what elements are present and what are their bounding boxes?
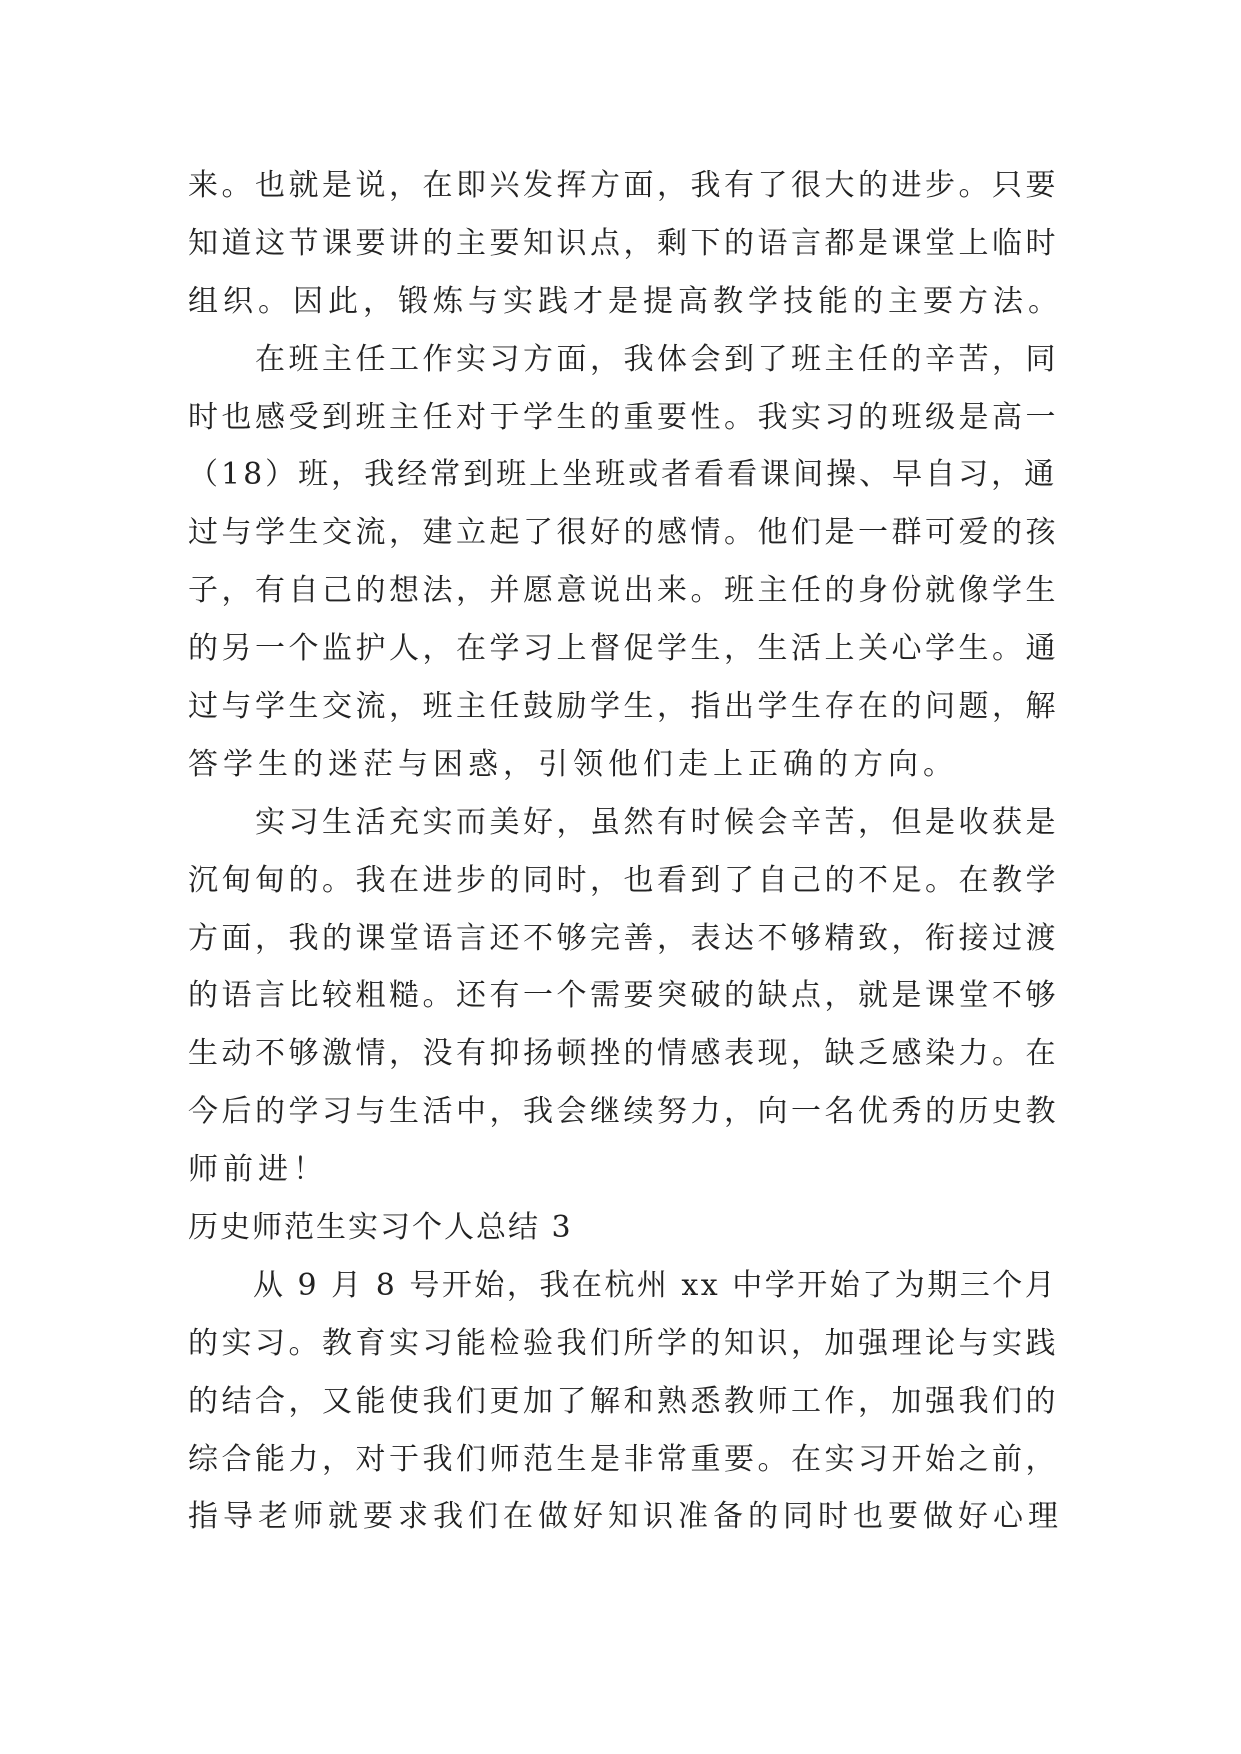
text-line: 的语言比较粗糙。还有一个需要突破的缺点，就是课堂不够 (188, 978, 1059, 1014)
text-line: 过与学生交流，建立起了很好的感情。他们是一群可爱的孩 (188, 515, 1059, 551)
document-body (188, 157, 1068, 1546)
text-line: 今后的学习与生活中，我会继续努力，向一名优秀的历史教 (188, 1094, 1059, 1130)
text-line: 知道这节课要讲的主要知识点，剩下的语言都是课堂上临时 (188, 225, 1059, 261)
text-line: 的结合，又能使我们更加了解和熟悉教师工作，加强我们的 (188, 1383, 1059, 1419)
text-line: 在班主任工作实习方面，我体会到了班主任的辛苦，同 (188, 341, 1059, 377)
text-line: 综合能力，对于我们师范生是非常重要。在实习开始之前， (188, 1441, 1059, 1477)
text-line: 过与学生交流，班主任鼓励学生，指出学生存在的问题，解 (188, 689, 1059, 725)
text-line: 实习生活充实而美好，虽然有时候会辛苦，但是收获是 (188, 804, 1059, 840)
text-line: 沉甸甸的。我在进步的同时，也看到了自己的不足。在教学 (188, 862, 1059, 898)
text-line: 时也感受到班主任对于学生的重要性。我实习的班级是高一 (188, 399, 1059, 435)
section-heading: 历史师范生实习个人总结 3 (188, 1210, 573, 1246)
text-line: 的另一个监护人，在学习上督促学生，生活上关心学生。通 (188, 631, 1059, 667)
text-line: 从 9 月 8 号开始，我在杭州 xx 中学开始了为期三个月 (188, 1267, 1058, 1303)
text-line: 方面，我的课堂语言还不够完善，表达不够精致，衔接过渡 (188, 920, 1059, 956)
text-line: 来。也就是说，在即兴发挥方面，我有了很大的进步。只要 (188, 168, 1059, 203)
text-line: 答学生的迷茫与困惑，引领他们走上正确的方向。 (188, 746, 958, 782)
text-line: 生动不够激情，没有抑扬顿挫的情感表现，缺乏感染力。在 (188, 1036, 1059, 1072)
text-line: （18）班，我经常到班上坐班或者看看课间操、早自习，通 (188, 457, 1058, 493)
text-line: 组织。因此，锻炼与实践才是提高教学技能的主要方法。 (188, 283, 1063, 319)
text-line: 师前进！ (188, 1152, 328, 1188)
text-line: 的实习。教育实习能检验我们所学的知识，加强理论与实践 (188, 1325, 1059, 1361)
text-line: 指导老师就要求我们在做好知识准备的同时也要做好心理 (188, 1499, 1063, 1535)
text-line: 子，有自己的想法，并愿意说出来。班主任的身份就像学生 (188, 573, 1059, 609)
